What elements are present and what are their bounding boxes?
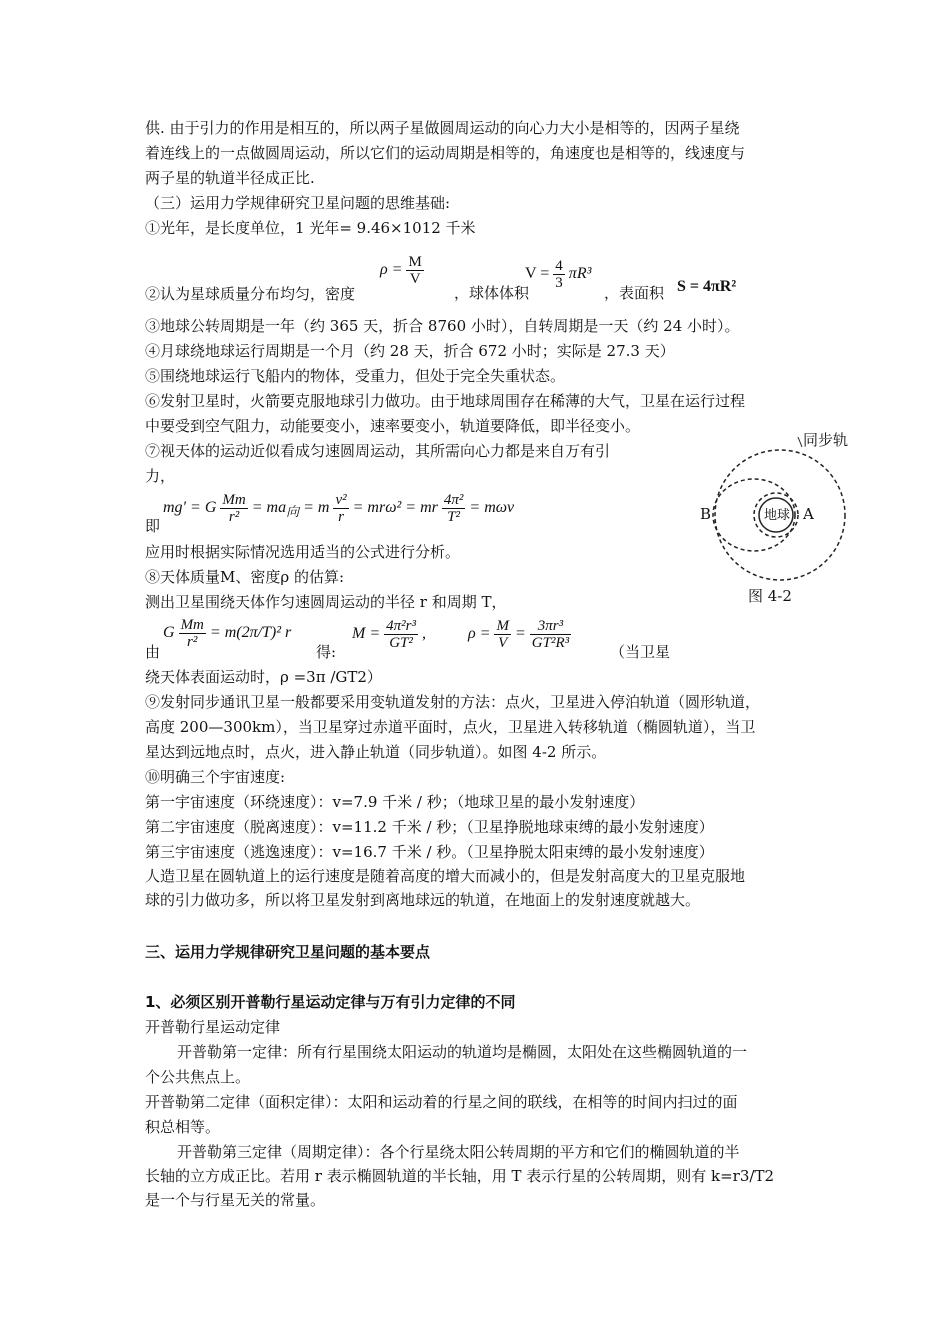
density-formula: ρ = $\frac{M}{V}$ <box>380 254 422 287</box>
earth-label: 地球 <box>764 508 791 523</box>
item-8-line2: 测出卫星围绕天体作匀速圆周运动的半径 r 和周期 T， <box>145 593 507 611</box>
kepler3-line: 长轴的立方成正比。若用 r 表示椭圆轨道的半长轴，用 T 表示行星的公转周期，则有 k=r3/T2 <box>145 1167 774 1185</box>
mass-equation: G $\frac{Mm}{\text{r²}}$ = m(2π/T)² r <box>163 617 292 650</box>
heading-3: 三、运用力学规律研究卫星问题的基本要点 <box>145 943 431 961</box>
item-3: ③地球公转周期是一年（约 365 天，折合 8760 小时），自转周期是一天（约 24 小时）。 <box>145 317 740 335</box>
item-10: ⑩明确三个宇宙速度: <box>145 768 286 786</box>
item-1: ①光年，是长度单位，1 光年= 9.46×1012 千米 <box>145 219 476 237</box>
point-b-label: B <box>700 505 712 523</box>
area-formula: S = 4πR² <box>677 278 737 295</box>
item-7-line: 力， <box>145 467 176 485</box>
item-5: ⑤围绕地球运行飞船内的物体，受重力，但处于完全失重状态。 <box>145 367 566 385</box>
item-9-line: ⑨发射同步通讯卫星一般都要采用变轨道发射的方法：点火，卫星进入停泊轨道（圆形轨道， <box>145 693 761 711</box>
gravity-equation: mg′ = G $\frac{Mm}{\text{r²}}$ = $ma_向 = m$ $\frac{\text{v²}}{r}$ = mrω² = mr $\frac{\text{4π²}}{\text{T²}}$ = mωv <box>163 492 515 525</box>
paragraph-line: 着连线上的一点做圆周运动，所以它们的运动周期是相等的，角速度也是相等的，线速度与 <box>145 144 746 162</box>
eq-prefix: 即 <box>145 517 161 535</box>
paragraph-line: 球的引力做功多，所以将卫星发射到离地球远的轨道，在地面上的发射速度就越大。 <box>145 891 701 909</box>
mass-result: M = $\frac{\text{4π²r³}}{\text{GT²}}$ , <box>352 618 426 651</box>
item-4: ④月球绕地球运行周期是一个月（约 28 天，折合 672 小时；实际是 27.3 天） <box>145 342 675 360</box>
volume-formula: V = $\frac{4}{3}$ πR³ <box>525 258 592 291</box>
speed-line: 第一宇宙速度（环绕速度）：v=7.9 千米 / 秒；（地球卫星的最小发射速度） <box>145 793 645 811</box>
eq-got: 得: <box>316 643 337 661</box>
item-7-after: 应用时根据实际情况选用适当的公式进行分析。 <box>145 543 461 561</box>
paragraph-line: 供. 由于引力的作用是相互的，所以两子星做圆周运动的向心力大小是相等的，因两子星绕 <box>145 119 740 137</box>
eq-prefix: 由 <box>145 643 161 661</box>
density-result: ρ = $\frac{M}{V}$ = $\frac{\text{3πr³}}{\text{GT²R³}}$ <box>468 618 570 651</box>
kepler-title: 开普勒行星运动定律 <box>145 1018 281 1036</box>
section-heading: （三）运用力学规律研究卫星问题的思维基础: <box>145 194 451 212</box>
volume-label: ，球体体积 <box>454 284 530 302</box>
kepler3-line: 是一个与行星无关的常量。 <box>145 1191 326 1209</box>
kepler2-line: 开普勒第二定律（面积定律）：太阳和运动着的行星之间的联线，在相等的时间内扫过的面 <box>145 1093 738 1111</box>
point-a-label: A <box>803 505 814 523</box>
paragraph-line: 两子星的轨道半径成正比. <box>145 169 315 187</box>
kepler2-line: 积总相等。 <box>145 1118 221 1136</box>
item-8: ⑧天体质量M、密度ρ 的估算: <box>145 568 345 586</box>
item-6-line: ⑥发射卫星时，火箭要克服地球引力做功。由于地球周围存在稀薄的大气，卫星在运行过程 <box>145 392 746 410</box>
kepler1-line: 个公共焦点上。 <box>145 1068 251 1086</box>
item-9-line: 星达到远地点时，点火，进入静止轨道（同步轨道）。如图 4-2 所示。 <box>145 743 607 761</box>
item-6-line: 中要受到空气阻力，动能要变小，速率要变小，轨道要降低，即半径变小。 <box>145 417 641 435</box>
item-8-line4: 绕天体表面运动时，ρ =3π /GT2） <box>145 668 382 686</box>
figure-caption: 图 4-2 <box>748 587 792 605</box>
kepler3-line: 开普勒第三定律（周期定律）：各个行星绕太阳公转周期的平方和它们的椭圆轨道的半 <box>177 1143 740 1161</box>
kepler1-line: 开普勒第一定律：所有行星围绕太阳运动的轨道均是椭圆，太阳处在这些椭圆轨道的一 <box>177 1043 748 1061</box>
eq-note: （当卫星 <box>610 643 671 661</box>
item-9-line: 高度 200—300km），当卫星穿过赤道平面时，点火，卫星进入转移轨道（椭圆轨道），当卫 <box>145 718 756 736</box>
heading-3-1: 1、必须区别开普勒行星运动定律与万有引力定律的不同 <box>145 993 516 1011</box>
paragraph-line: 人造卫星在圆轨道上的运行速度是随着高度的增大而减小的，但是发射高度大的卫星克服地 <box>145 867 746 885</box>
sync-pointer <box>798 437 802 447</box>
speed-line: 第三宇宙速度（逃逸速度）：v=16.7 千米 / 秒。（卫星挣脱太阳束缚的最小发射速度） <box>145 843 714 861</box>
item-2-prefix: ②认为星球质量分布均匀，密度 <box>145 285 356 303</box>
speed-line: 第二宇宙速度（脱离速度）：v=11.2 千米 / 秒；（卫星挣脱地球束缚的最小发射速度） <box>145 818 714 836</box>
item-7-line: ⑦视天体的运动近似看成匀速圆周运动，其所需向心力都是来自万有引 <box>145 442 611 460</box>
sync-orbit-label: 同步轨 <box>803 431 849 449</box>
area-label: ，表面积 <box>604 284 665 302</box>
